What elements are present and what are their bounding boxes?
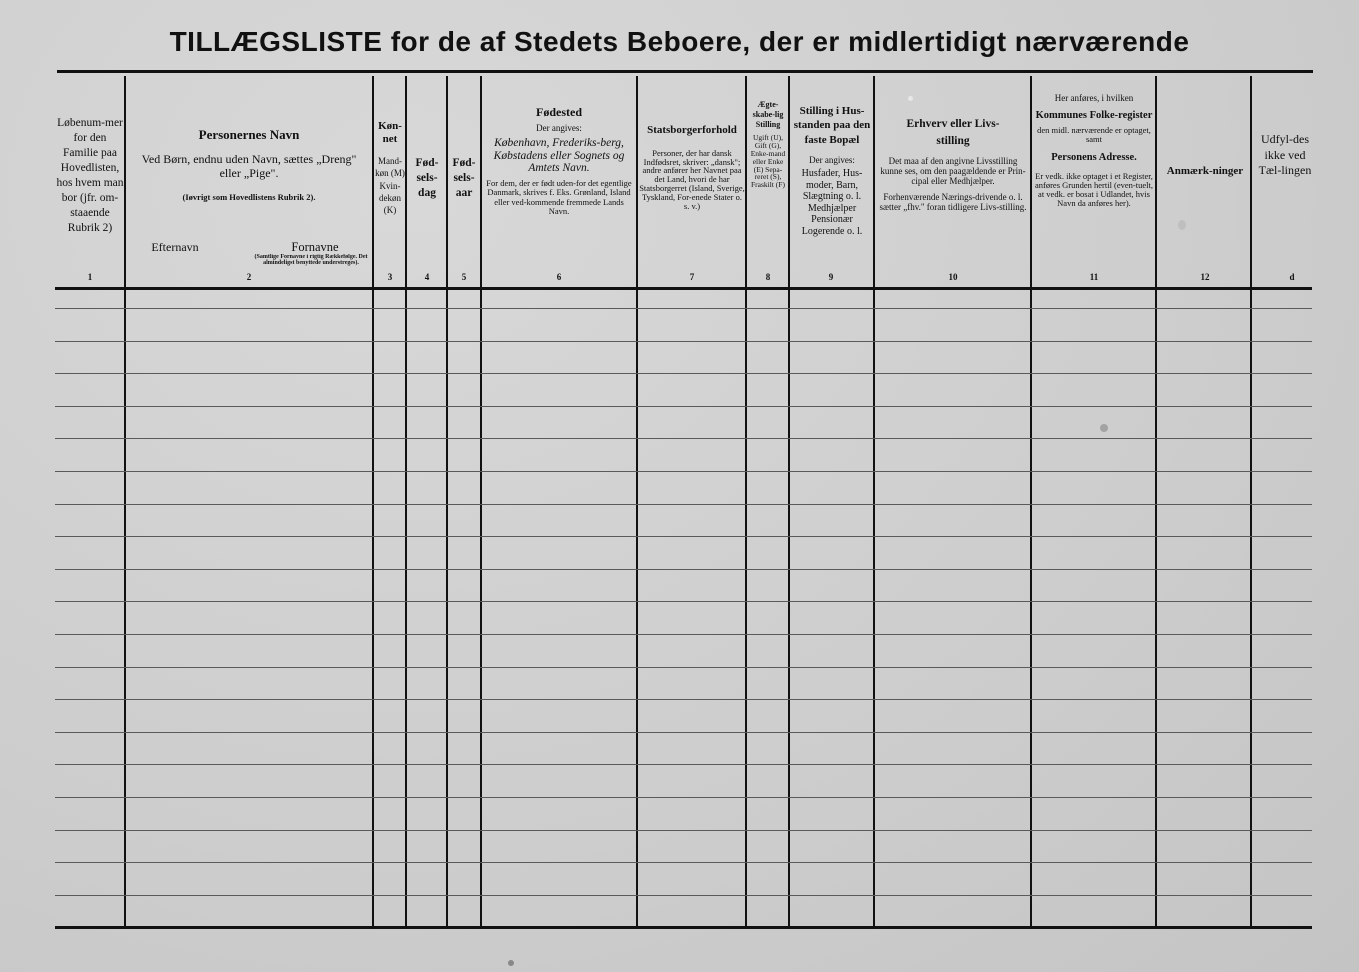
col7-header bbox=[639, 124, 745, 211]
entry-row-line bbox=[55, 471, 1312, 472]
col3-header bbox=[375, 120, 405, 216]
col2-firstname-label: Fornavne bbox=[291, 240, 339, 254]
entry-row-line bbox=[55, 536, 1312, 537]
entry-row-line bbox=[55, 504, 1312, 505]
col8-header bbox=[748, 100, 788, 189]
col3-heading: Køn-net bbox=[378, 120, 402, 145]
top-rule bbox=[57, 70, 1313, 73]
col9-sub: Der angives: bbox=[809, 154, 855, 165]
entry-row-line bbox=[55, 699, 1312, 700]
cold-header: Udfyl-des ikke ved Tæl-lingen bbox=[1258, 132, 1312, 178]
col12-header: Anmærk-ninger bbox=[1166, 165, 1244, 177]
col7-heading: Statsborgerforhold bbox=[647, 124, 737, 136]
entry-row-line bbox=[55, 830, 1312, 831]
column-divider bbox=[372, 76, 374, 928]
entry-row-line bbox=[55, 601, 1312, 602]
col2-firstname-note: (Samtlige Fornavne i rigtig Rækkefølge. Det almindeligst benyttede understreges). bbox=[254, 254, 368, 267]
form-title: TILLÆGSLISTE for de af Stedets Beboere, der er midlertidigt nærværende bbox=[169, 26, 1190, 57]
col-number-1: 1 bbox=[87, 272, 93, 282]
entry-row-line bbox=[55, 634, 1312, 635]
col6-line1: København, Frederiks-berg, Købstadens eller Sognets og Amtets Navn. bbox=[493, 137, 625, 175]
col-number-10: 10 bbox=[948, 272, 958, 282]
col1-header bbox=[56, 116, 124, 236]
col9-text: Husfader, Hus-moder, Barn, Slægtning o. l. Medhjælper Pensionær Logerende o. l. bbox=[801, 168, 863, 237]
paper-speck bbox=[908, 96, 913, 101]
col2-line1: Ved Børn, endnu uden Navn, sættes „Dreng" eller „Pige". bbox=[141, 151, 357, 180]
col11-line2: Er vedk. ikke optaget i et Register, anføres Grunden hertil (even-tuelt, at vedk. er bosat i Udlandet, hvis Navn da anføres her). bbox=[1034, 171, 1153, 209]
entry-row-line bbox=[55, 373, 1312, 374]
entry-row-line bbox=[55, 406, 1312, 407]
header-bottom-rule bbox=[55, 287, 1312, 290]
col-number-d: d bbox=[1289, 272, 1295, 282]
col10-heading: Erhverv eller Livs-stilling bbox=[906, 118, 1000, 147]
col-number-5: 5 bbox=[461, 272, 467, 282]
entry-row-line bbox=[55, 341, 1312, 342]
entry-row-line bbox=[55, 862, 1312, 863]
col-number-7: 7 bbox=[689, 272, 695, 282]
col3-text: Mand-køn (M) Kvin-dekøn (K) bbox=[375, 156, 405, 215]
col-number-6: 6 bbox=[556, 272, 562, 282]
column-divider bbox=[873, 76, 875, 928]
col6-header bbox=[484, 106, 634, 216]
col11-header bbox=[1034, 93, 1154, 208]
column-divider bbox=[1155, 76, 1157, 928]
column-divider bbox=[405, 76, 407, 928]
col7-text: Personer, der har dansk Indfødsret, skriver: „dansk"; andre anfører her Navnet paa det Land, hvori de har Statsborgerret (Island, Sverige, Tyskland, For-enede Stater o. s. v.) bbox=[639, 147, 745, 212]
col2-heading: Personernes Navn bbox=[198, 128, 300, 142]
paper-speck bbox=[1178, 220, 1186, 230]
col10-line1: Det maa af den angivne Livsstilling kunne ses, om den paagældende er Prin-cipal eller Medhjælper. bbox=[880, 156, 1026, 187]
col2-surname-label: Efternavn bbox=[151, 241, 199, 254]
col11-heading2: Personens Adresse. bbox=[1051, 152, 1137, 164]
col10-line2: Forhenværende Nærings-drivende o. l. sætter „fhv." foran tidligere Livs-stilling. bbox=[879, 192, 1027, 212]
paper-speck bbox=[508, 960, 514, 966]
col6-heading: Fødested bbox=[536, 106, 582, 119]
column-divider bbox=[446, 76, 448, 928]
bottom-rule bbox=[55, 926, 1312, 929]
col9-header bbox=[791, 104, 873, 237]
col6-line2: For dem, der er født uden-for det egentlige Danmark, skrives f. Eks. Grønland, Island eller ved-kommende fremmede Lands Navn. bbox=[486, 178, 632, 217]
col5-header: Fød-sels-aar bbox=[452, 157, 476, 199]
col6-sub: Der angives: bbox=[536, 122, 582, 133]
entry-row-line bbox=[55, 569, 1312, 570]
column-divider bbox=[480, 76, 482, 928]
col11-line0: Her anføres, i hvilken bbox=[1054, 93, 1134, 103]
column-divider bbox=[1250, 76, 1252, 928]
col2-header bbox=[128, 128, 370, 202]
col1-text: Løbenum-mer for den Familie paa Hovedlisten, hos hvem man bor (jfr. om-staaende Rubrik 2) bbox=[56, 117, 124, 234]
entry-row-line bbox=[55, 308, 1312, 309]
col11-line1: den midl. nærværende er optaget, samt bbox=[1037, 125, 1151, 145]
entry-row-line bbox=[55, 438, 1312, 439]
col-number-9: 9 bbox=[828, 272, 834, 282]
col4-header: Fød-sels-dag bbox=[415, 157, 439, 199]
col9-heading: Stilling i Hus-standen paa den faste Bopæl bbox=[793, 105, 871, 146]
paper-speck bbox=[1100, 424, 1108, 432]
column-divider bbox=[124, 76, 126, 928]
col8-heading: Ægte-skabe-lig Stilling bbox=[752, 100, 784, 129]
column-divider bbox=[745, 76, 747, 928]
col-number-12: 12 bbox=[1200, 272, 1210, 282]
col2-note: (Iøvrigt som Hovedlistens Rubrik 2). bbox=[182, 191, 316, 202]
entry-row-line bbox=[55, 667, 1312, 668]
column-divider bbox=[788, 76, 790, 928]
column-divider bbox=[1030, 76, 1032, 928]
col-number-8: 8 bbox=[765, 272, 771, 282]
column-divider bbox=[636, 76, 638, 928]
col-number-2: 2 bbox=[246, 272, 252, 282]
col-number-11: 11 bbox=[1089, 272, 1099, 282]
col11-heading: Kommunes Folke-register bbox=[1035, 110, 1153, 122]
entry-row-line bbox=[55, 895, 1312, 896]
entry-row-line bbox=[55, 764, 1312, 765]
col10-header bbox=[878, 116, 1028, 213]
col8-text: Ugift (U), Gift (G), Enke-mand eller Enke (E) Sepa-reret (S), Fraskilt (F) bbox=[750, 133, 786, 190]
col-number-4: 4 bbox=[424, 272, 430, 282]
entry-row-line bbox=[55, 732, 1312, 733]
col-number-3: 3 bbox=[387, 272, 393, 282]
entry-row-line bbox=[55, 797, 1312, 798]
